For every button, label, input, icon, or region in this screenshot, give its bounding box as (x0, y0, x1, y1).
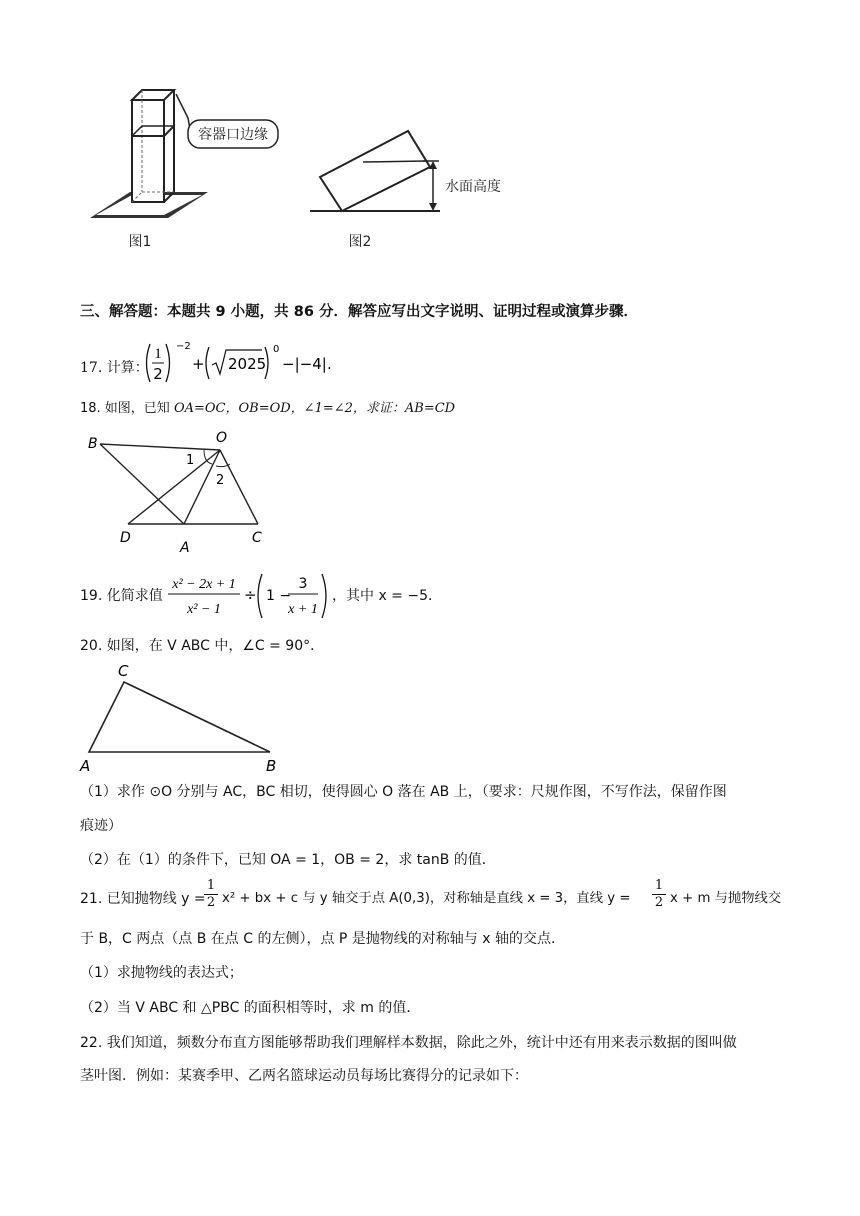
q17-half-num: 1 (154, 346, 162, 362)
q21-line1-c: x + m 与抛物线交 (670, 891, 782, 906)
q18-figure (80, 428, 280, 556)
q21-frac1 (204, 878, 218, 911)
q18-label-C: C (252, 530, 262, 546)
q17-plus: + (192, 355, 205, 373)
q19-small-den: x + 1 (288, 602, 318, 617)
q17-lead: 计算： (106, 360, 149, 376)
q21-part1: （1）求抛物线的表达式； (80, 965, 243, 981)
q17-exp1: −2 (176, 341, 191, 352)
fig1-callout: 容器口边缘 (198, 127, 268, 143)
q21-line1-a: 21. 已知抛物线 y = (80, 891, 206, 907)
q22-line2: 茎叶图．例如：某赛季甲、乙两名篮球运动员每场比赛得分的记录如下： (80, 1068, 528, 1084)
q21-frac2 (652, 878, 666, 911)
q20-label-C: C (118, 662, 129, 680)
q18-label-D: D (120, 530, 131, 546)
q17-end: . (327, 355, 332, 373)
q20-label-B: B (266, 757, 277, 775)
q17-exp2: 0 (273, 344, 280, 355)
section-heading: 三、解答题：本题共 9 小题，共 86 分．解答应写出文字说明、证明过程或演算步骤． (80, 304, 638, 320)
fig2-callout: 水面高度 (445, 179, 501, 195)
q21-part2: （2）当 V ABC 和 △PBC 的面积相等时，求 m 的值． (80, 1000, 421, 1016)
q19-one-minus: 1 − (266, 588, 292, 604)
q20-part1-line1: （1）求作 ⊙O 分别与 AC，BC 相切，使得圆心 O 落在 AB 上，（要求：尺规作图，不写作法，保留作图 (80, 784, 727, 800)
question-17 (80, 358, 149, 378)
q19-num: x² − 2x + 1 (172, 577, 236, 592)
q18-condition: OA=OC，OB=OD，∠1=∠2，求证：AB=CD (173, 401, 456, 416)
q21-frac1-den: 2 (204, 894, 218, 911)
q18-label-1: 1 (186, 453, 195, 468)
question-20-intro: 20. 如图，在 V ABC 中，∠C = 90°． (80, 638, 325, 654)
q21-line1-b: x² + bx + c 与 y 轴交于点 A(0,3)，对称轴是直线 x = 3，直线 y = (222, 891, 631, 906)
q20-figure (76, 660, 286, 776)
q21-frac2-den: 2 (652, 894, 666, 911)
q20-part2: （2）在（1）的条件下，已知 OA = 1，OB = 2，求 tanB 的值． (80, 852, 496, 868)
q20-part1-line2: 痕迹） (80, 818, 122, 834)
q17-half-den: 2 (153, 365, 163, 383)
q22-line1: 22. 我们知道，频数分布直方图能够帮助我们理解样本数据，除此之外，统计中还有用来表示数据的图叫做 (80, 1035, 737, 1051)
q17-number: 17. (80, 360, 103, 376)
q19-tail: ，其中 x = −5． (332, 588, 443, 604)
q18-label-A: A (180, 540, 190, 556)
fig2-label: 图2 (348, 234, 372, 250)
q17-expression (142, 338, 342, 388)
q17-sqrt-val: 2025 (228, 355, 267, 373)
q21-frac1-num: 1 (206, 878, 216, 893)
q21-line2: 于 B，C 两点（点 B 在点 C 的左侧），点 P 是抛物线的对称轴与 x 轴的交点． (80, 931, 565, 947)
q19-den: x² − 1 (187, 602, 221, 617)
q19-small-num: 3 (298, 576, 308, 592)
question-19-number: 19. 化简求值 (80, 588, 163, 604)
q18-intro: 18. 如图，已知 (80, 401, 174, 416)
fig1-label: 图1 (128, 234, 152, 250)
q21-frac2-num: 1 (654, 878, 664, 893)
q20-label-A: A (80, 757, 91, 775)
q19-div: ÷ (244, 586, 257, 604)
figure-1 (80, 80, 310, 255)
q17-abs: −|−4| (282, 355, 327, 373)
q18-label-O: O (216, 430, 228, 446)
figure-2 (305, 125, 525, 255)
q18-label-2: 2 (216, 473, 225, 488)
question-18 (80, 399, 455, 419)
q18-label-B: B (88, 436, 98, 452)
